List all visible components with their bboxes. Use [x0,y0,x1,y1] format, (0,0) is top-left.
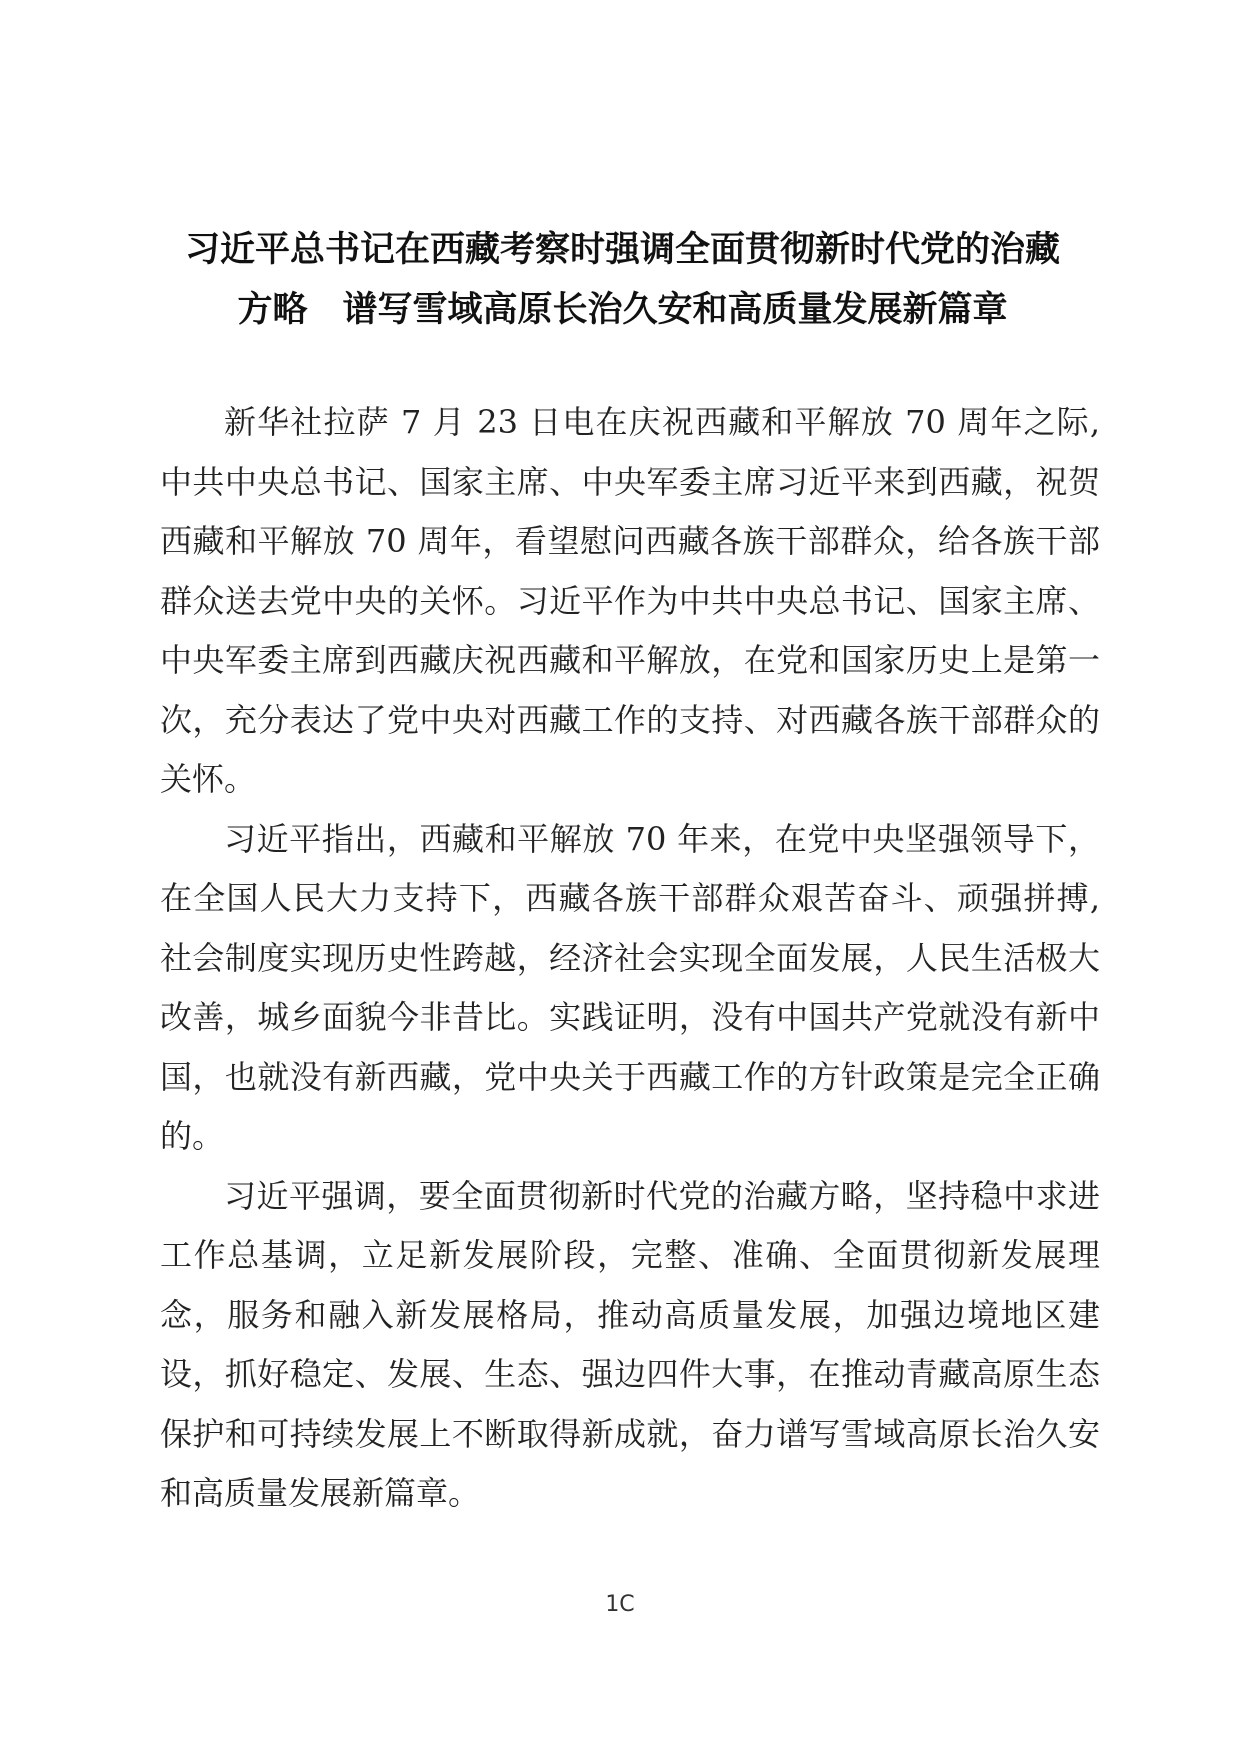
paragraph-1: 新华社拉萨 7 月 23 日电在庆祝西藏和平解放 70 周年之际, 中共中央总书记、国家主席、中央军委主席习近平来到西藏，祝贺西藏和平解放 70 周年，看望慰问西藏各族干部群众，给各族干部群众送去党中央的关怀。习近平作为中共中央总书记、国家主席、中央军委主席到西藏庆祝西藏和平解放，在党和国家历史上是第一次，充分表达了党中央对西藏工作的支持、对西藏各族干部群众的关怀。 [160,403,1100,798]
document-title [150,220,1095,340]
page-number: 1C [605,1592,635,1617]
title-line-2: 方略 谱写雪域高原长治久安和高质量发展新篇章 [237,290,1008,330]
article-body [160,393,1100,1524]
title-line-1: 习近平总书记在西藏考察时强调全面贯彻新时代党的治藏 [184,230,1060,270]
paragraph-2: 习近平指出，西藏和平解放 70 年来，在党中央坚强领导下，在全国人民大力支持下，西藏各族干部群众艰苦奋斗、顽强拼搏, 社会制度实现历史性跨越，经济社会实现全面发展，人民生活极大改善，城乡面貌今非昔比。实践证明，没有中国共产党就没有新中国，也就没有新西藏，党中央关于西藏工作的方针政策是完全正确的。 [160,819,1100,1155]
paragraph-3: 习近平强调，要全面贯彻新时代党的治藏方略，坚持稳中求进工作总基调，立足新发展阶段，完整、准确、全面贯彻新发展理念，服务和融入新发展格局，推动高质量发展，加强边境地区建设，抓好稳定、发展、生态、强边四件大事，在推动青藏高原生态保护和可持续发展上不断取得新成就，奋力谱写雪域高原长治久安和高质量发展新篇章。 [160,1176,1100,1512]
